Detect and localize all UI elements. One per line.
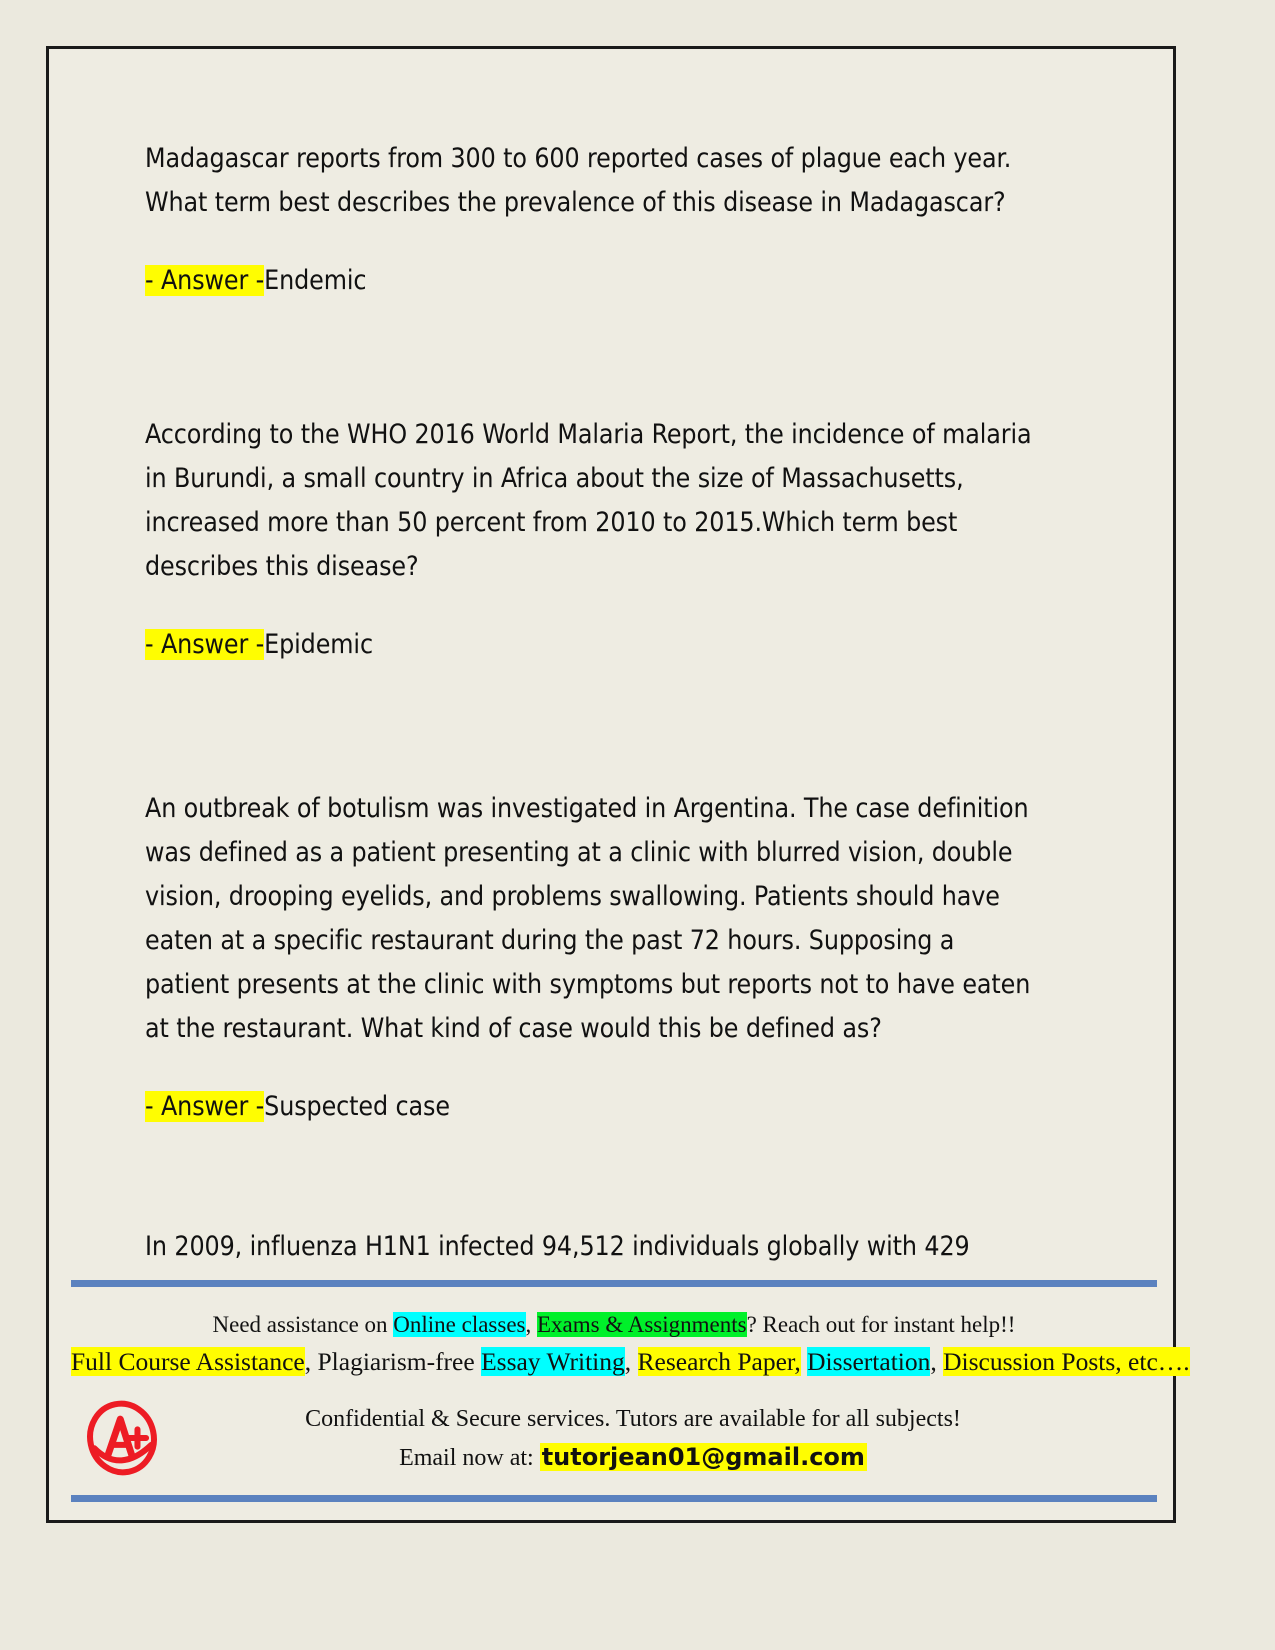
answer-label-1: - Answer - [145, 265, 265, 296]
answer-text-3: Suspected case [264, 1091, 450, 1122]
answer-paragraph-1 [145, 259, 1045, 303]
answer-label-2: - Answer - [145, 629, 265, 660]
footer-top-rule [71, 1280, 1157, 1287]
question-paragraph-2: According to the WHO 2016 World Malaria Report, the incidence of malaria in Burundi, a small country in Africa about the size of Massachusetts, increased more than 50 percent from 2010 to 2015.Which term best describes this disease? [145, 419, 1032, 582]
email-address[interactable]: tutorjean01@gmail.com [541, 1442, 865, 1471]
answer-text-2: Epidemic [264, 629, 373, 660]
question-paragraph-3: An outbreak of botulism was investigated in Argentina. The case definition was defined as a patient presenting at a clinic with blurred vision, double vision, drooping eyelids, and problems swallowing. Patients should have eaten at a specific restaurant during the past 72 hours. Supposing a patient presents at the clinic with symptoms but reports not to have eaten at the restaurant. What kind of case would this be defined as? [145, 793, 1031, 1044]
promo-online-classes: Online classes [393, 1312, 526, 1337]
answer-paragraph-3 [145, 1085, 1045, 1129]
question-paragraph-1: Madagascar reports from 300 to 600 reported cases of plague each year. What term best describes the prevalence of this disease in Madagascar? [145, 143, 1012, 218]
answer-paragraph-2 [145, 623, 1045, 667]
confidential-line: Confidential & Secure services. Tutors are available for all subjects! [305, 1405, 961, 1432]
page-footer [71, 1280, 1190, 1502]
promo-discussion-posts: Discussion Posts, etc…. [943, 1347, 1190, 1376]
promo-suffix: ? Reach out for instant help!! [746, 1312, 1016, 1337]
promo-prefix: Need assistance on [212, 1312, 394, 1337]
promo-exams-assignments: Exams & Assignments [537, 1312, 747, 1337]
email-line [179, 1438, 1087, 1477]
document-content [145, 137, 1045, 1269]
truncated-paragraph: In 2009, influenza H1N1 infected 94,512 individuals globally with 429 [145, 1231, 970, 1262]
promo-essay-writing: Essay Writing [481, 1347, 625, 1376]
footer-bottom-rule [71, 1495, 1157, 1502]
promo-separator: , [525, 1312, 537, 1337]
document-page [46, 46, 1190, 1523]
answer-label-3: - Answer - [145, 1091, 265, 1122]
promo-sep-4: , [930, 1347, 944, 1376]
email-label: Email now at: [399, 1444, 534, 1471]
footer-contact-block [179, 1400, 1157, 1477]
promo-research-paper: Research Paper, [637, 1347, 801, 1376]
promo-line-1 [71, 1307, 1157, 1343]
promo-full-course-assistance: Full Course Assistance [71, 1347, 305, 1376]
promo-dissertation: Dissertation [807, 1347, 931, 1376]
promo-sep-2: , [624, 1347, 638, 1376]
a-plus-logo-icon [79, 1395, 165, 1481]
answer-text-1: Endemic [264, 265, 367, 296]
promo-plagiarism-free: , Plagiarism-free [304, 1347, 482, 1376]
promo-line-2 [71, 1343, 1190, 1381]
